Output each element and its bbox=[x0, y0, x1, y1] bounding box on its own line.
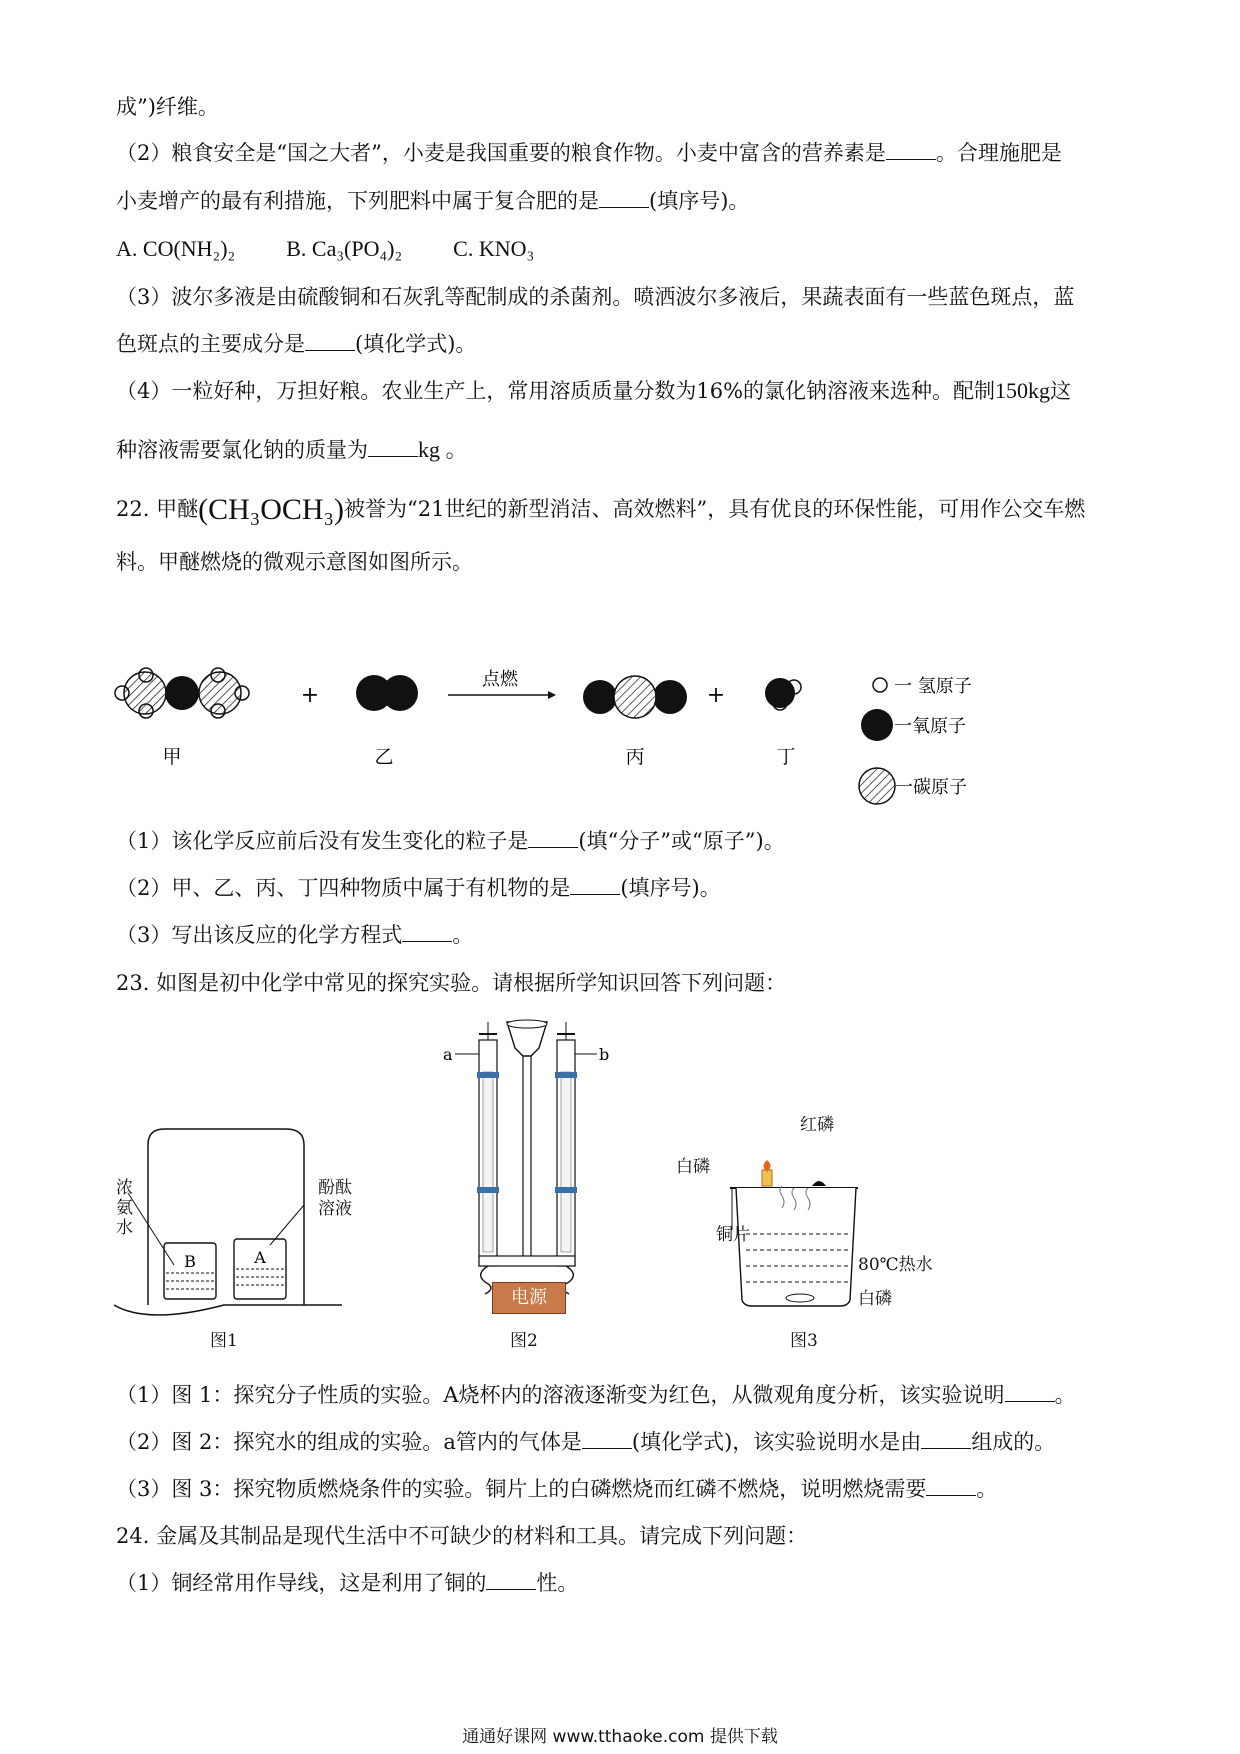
question-23-3: （3）图 3：探究物质燃烧条件的实验。铜片上的白磷燃烧而红磷不燃烧，说明燃烧需要 。 bbox=[116, 1477, 998, 1501]
label-bing: 丙 bbox=[625, 746, 645, 768]
question-24-1: （1）铜经常用作导线，这是利用了铜的 性。 bbox=[116, 1571, 579, 1595]
power-source: 电源 bbox=[492, 1282, 566, 1314]
fig1-caption: 图1 bbox=[210, 1331, 238, 1351]
question-21-3-line1: （3）波尔多液是由硫酸铜和石灰乳等配制成的杀菌剂。喷洒波尔多液后，果蔬表面有一些蓝色斑点，蓝 bbox=[116, 285, 1075, 309]
answer-blank bbox=[599, 187, 649, 208]
option-a-formula: CO(NH₂)₂ bbox=[142, 236, 236, 261]
answer-blank bbox=[486, 1569, 536, 1590]
plus-sign: + bbox=[300, 683, 320, 708]
molecule-yi bbox=[356, 675, 418, 711]
question-23-1: （1）图 1：探究分子性质的实验。A烧杯内的溶液逐渐变为红色，从微观角度分析，该实验说明 。 bbox=[116, 1383, 1076, 1407]
fig3-label-copper: 铜片 bbox=[716, 1225, 750, 1245]
figure-2 bbox=[435, 1012, 615, 1312]
question-22-2: （2）甲、乙、丙、丁四种物质中属于有机物的是 (填序号)。 bbox=[116, 876, 721, 900]
option-c-formula: KNO₃ bbox=[478, 236, 535, 261]
label-ding: 丁 bbox=[776, 746, 796, 768]
legend-carbon-icon bbox=[859, 768, 895, 804]
question-22-line2: 料。甲醚燃烧的微观示意图如图所示。 bbox=[116, 550, 473, 574]
molecule-ding bbox=[765, 678, 801, 710]
answer-blank bbox=[570, 874, 620, 895]
formula-ch3och3: (CH₃OCH₃) bbox=[198, 493, 344, 526]
option-a: A. bbox=[116, 236, 138, 261]
answer-blank bbox=[402, 921, 452, 942]
legend-hydrogen-icon bbox=[873, 678, 887, 692]
question-23-2: （2）图 2：探究水的组成的实验。a管内的气体是 (填化学式)，该实验说明水是由 组成的。 bbox=[116, 1430, 1056, 1454]
option-b-formula: Ca₃(PO₄)₂ bbox=[311, 236, 403, 261]
molecule-bing bbox=[583, 676, 687, 718]
answer-blank bbox=[528, 827, 578, 848]
label-jia: 甲 bbox=[162, 746, 182, 768]
answer-blank bbox=[368, 436, 418, 457]
beaker-b-label: B bbox=[184, 1252, 196, 1271]
tube-a-label: a bbox=[443, 1045, 453, 1064]
answer-blank bbox=[305, 330, 355, 351]
fig3-caption: 图3 bbox=[790, 1331, 818, 1351]
legend-carbon bbox=[855, 765, 1015, 809]
option-b: B. bbox=[286, 236, 307, 261]
question-22-line1: 22. 甲醚(CH₃OCH₃)被誉为“21世纪的新型消洁、高效燃料”，具有优良的环保性能，可用作公交车燃 bbox=[116, 493, 1086, 526]
fig3-label-white-phosphorus-top: 白磷 bbox=[676, 1157, 710, 1177]
answer-blank bbox=[1005, 1381, 1055, 1402]
fertilizer-options bbox=[116, 234, 534, 264]
question-22-3: （3）写出该反应的化学方程式 。 bbox=[116, 923, 474, 947]
fig3-label-hot-water: 80℃热水 bbox=[858, 1255, 933, 1275]
molecule-jia bbox=[115, 668, 249, 718]
legend-carbon-label: 一碳原子 bbox=[895, 777, 967, 798]
question-23: 23. 如图是初中化学中常见的探究实验。请根据所学知识回答下列问题： bbox=[116, 971, 787, 995]
legend-hydrogen: 一 氢原子 bbox=[894, 676, 972, 697]
question-21-4-line1: （4）一粒好种，万担好粮。农业生产上，常用溶质质量分数为16%的氯化钠溶液来选种。配制150kg这 bbox=[116, 378, 1072, 403]
beaker-a-label: A bbox=[254, 1248, 266, 1267]
footer: 通通好课网 www.tthaoke.com 提供下载 bbox=[462, 1727, 778, 1747]
question-24: 24. 金属及其制品是现代生活中不可缺少的材料和工具。请完成下列问题： bbox=[116, 1524, 808, 1548]
label-yi: 乙 bbox=[374, 746, 394, 768]
question-21-3-line2: 色斑点的主要成分是 (填化学式)。 bbox=[116, 332, 477, 356]
fig3-label-red-phosphorus: 红磷 bbox=[800, 1115, 834, 1135]
answer-blank bbox=[921, 1428, 971, 1449]
legend-oxygen-icon bbox=[861, 709, 893, 741]
legend-oxygen: 一氧原子 bbox=[894, 716, 966, 737]
fig1-label-ammonia: 浓氨水 bbox=[116, 1178, 133, 1238]
reaction-condition: 点燃 bbox=[482, 669, 518, 690]
question-21-2-line2: 小麦增产的最有利措施，下列肥料中属于复合肥的是 (填序号)。 bbox=[116, 189, 750, 213]
question-21-2-line1: （2）粮食安全是“国之大者”，小麦是我国重要的粮食作物。小麦中富含的营养素是 。合理施肥是 bbox=[116, 141, 1062, 165]
tube-b-label: b bbox=[599, 1045, 610, 1064]
answer-blank bbox=[886, 139, 936, 160]
text-line: 成”)纤维。 bbox=[116, 95, 219, 119]
fig1-label-phenolphthalein: 酚酞溶液 bbox=[318, 1178, 352, 1219]
question-22-1: （1）该化学反应前后没有发生变化的粒子是 (填“分子”或“原子”)。 bbox=[116, 829, 785, 853]
plus-sign: + bbox=[706, 683, 726, 708]
fig3-label-white-phosphorus-bottom: 白磷 bbox=[858, 1289, 892, 1309]
answer-blank bbox=[582, 1428, 632, 1449]
answer-blank bbox=[926, 1475, 976, 1496]
option-c: C. bbox=[453, 236, 474, 261]
reaction-diagram bbox=[0, 655, 1240, 775]
fig2-caption: 图2 bbox=[510, 1331, 538, 1351]
question-21-4-line2: 种溶液需要氯化钠的质量为 kg 。 bbox=[116, 437, 468, 462]
